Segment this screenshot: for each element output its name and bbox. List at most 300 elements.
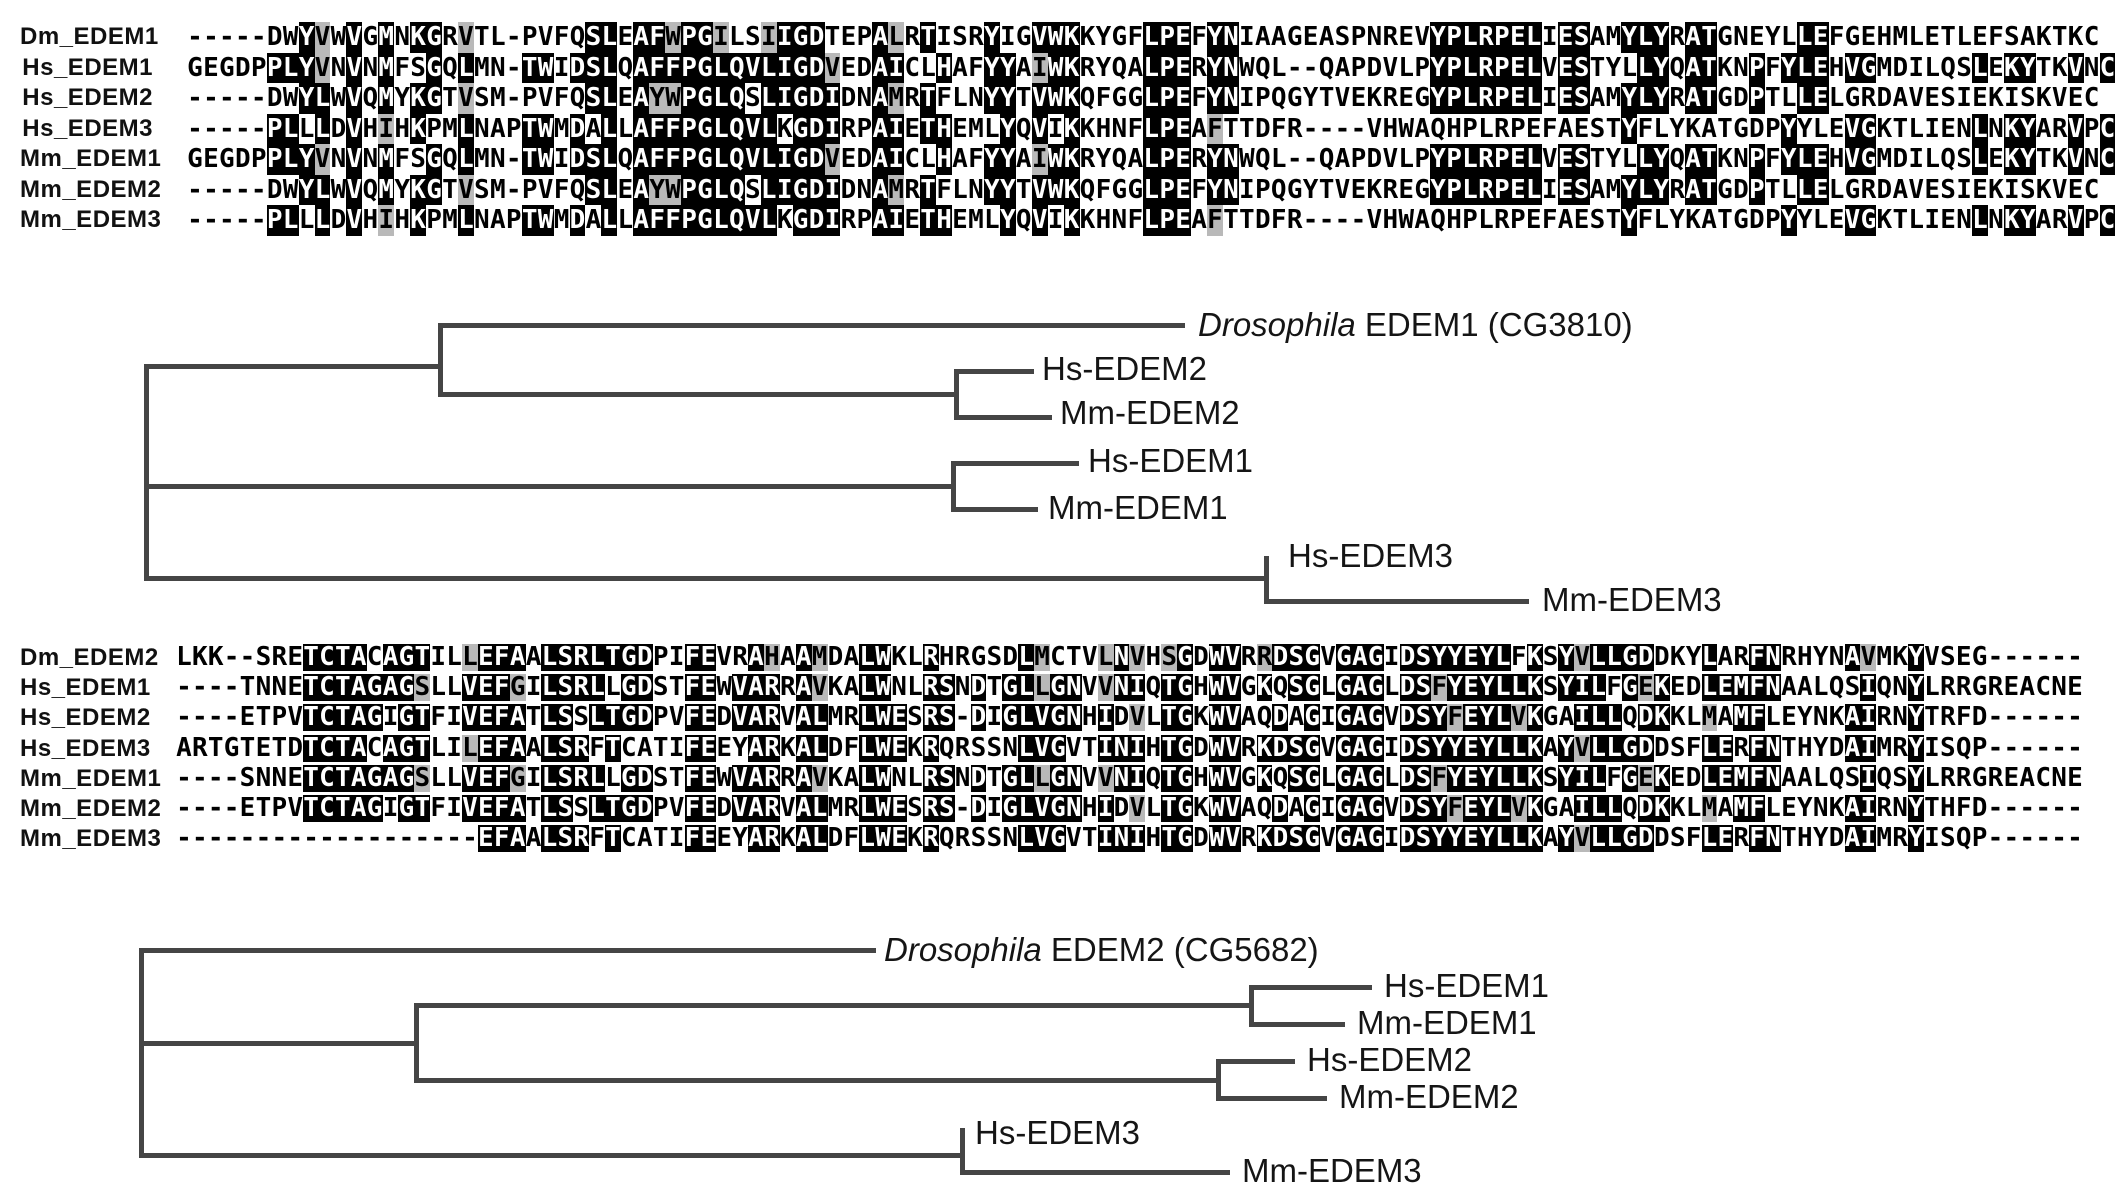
residue-cell: S	[1288, 762, 1305, 793]
residue-cell: -	[505, 52, 522, 83]
tree1-node-edem2	[954, 369, 959, 420]
residue-cell: E	[1638, 762, 1654, 793]
residue-cell: Y	[1431, 793, 1448, 823]
tree1-branch-hs-edem2	[956, 369, 1034, 374]
residue-cell: A	[633, 144, 650, 174]
residue-cell: G	[1414, 174, 1430, 205]
residue-cell: T	[1015, 174, 1032, 205]
residue-cell: Y	[1653, 52, 1670, 83]
residue-cell: E	[891, 702, 907, 733]
residue-cell: E	[1828, 205, 1845, 235]
residue-cell: E	[1812, 144, 1829, 174]
residue-cell: A	[1717, 793, 1734, 823]
residue-cell: Y	[1780, 113, 1797, 144]
residue-cell: E	[840, 144, 857, 174]
residue-cell: A	[1334, 52, 1351, 83]
residue-cell: A	[1589, 83, 1606, 113]
residue-cell: Y	[394, 174, 410, 205]
residue-cell: Y	[1621, 22, 1638, 52]
residue-cell: F	[968, 144, 984, 174]
residue-cell: I	[1574, 793, 1591, 823]
residue-cell: E	[1509, 174, 1526, 205]
residue-cell: -	[1987, 642, 2004, 672]
residue-cell: R	[1478, 83, 1494, 113]
residue-cell: T	[303, 702, 319, 733]
residue-cell: -	[382, 823, 399, 854]
residue-cell: A	[795, 732, 812, 763]
residue-cell: D	[1399, 793, 1416, 823]
residue-cell: Q	[1270, 174, 1287, 205]
residue-cell: L	[1780, 22, 1797, 52]
residue-cell: Q	[1145, 672, 1162, 703]
residue-cell: T	[1161, 732, 1177, 763]
residue-cell: N	[1956, 113, 1972, 144]
residue-cell: V	[462, 702, 478, 733]
residue-cell: K	[779, 823, 796, 854]
residue-cell: A	[382, 642, 399, 672]
residue-cell: Q	[569, 174, 586, 205]
residue-cell: T	[1065, 642, 1082, 672]
residue-cell: -	[2067, 732, 2083, 763]
residue-cell: H	[936, 144, 952, 174]
residue-cell: R	[922, 642, 939, 672]
residue-cell: T	[303, 642, 319, 672]
residue-cell: E	[1638, 672, 1654, 703]
residue-cell: H	[1145, 732, 1162, 763]
residue-cell: W	[875, 702, 891, 733]
residue-cell: T	[652, 732, 669, 763]
residue-cell: A	[748, 732, 764, 763]
residue-cell: D	[636, 642, 653, 672]
residue-cell: -	[335, 823, 351, 854]
residue-cell: L	[1796, 83, 1813, 113]
residue-cell: S	[1288, 672, 1305, 703]
residue-cell: G	[1286, 174, 1303, 205]
residue-cell: S	[1844, 762, 1861, 793]
residue-cell: D	[1272, 702, 1289, 733]
residue-cell: C	[2083, 83, 2100, 113]
residue-cell: R	[1987, 672, 2004, 703]
residue-cell: A	[382, 732, 399, 763]
residue-cell: V	[462, 672, 478, 703]
residue-cell: L	[1780, 174, 1797, 205]
residue-cell: L	[314, 83, 331, 113]
residue-cell: F	[968, 52, 984, 83]
tree2-node-edem2	[1216, 1059, 1221, 1101]
residue-cell: D	[569, 113, 586, 144]
residue-cell: E	[287, 762, 303, 793]
residue-cell: G	[1015, 22, 1032, 52]
residue-cell: L	[1525, 144, 1542, 174]
residue-cell: T	[521, 205, 538, 235]
residue-cell: A	[1288, 702, 1305, 733]
residue-cell: S	[938, 793, 955, 823]
residue-cell: -	[2019, 702, 2036, 733]
residue-cell: D	[266, 22, 283, 52]
residue-cell: V	[1844, 52, 1861, 83]
residue-cell: S	[1939, 732, 1956, 763]
residue-cell: F	[684, 732, 701, 763]
residue-cell: Y	[1796, 113, 1813, 144]
residue-cell: S	[1415, 672, 1432, 703]
residue-cell: S	[1573, 83, 1590, 113]
residue-cell: N	[954, 672, 971, 703]
tree2-branch-mm-edem2	[1218, 1096, 1327, 1101]
residue-cell: L	[811, 702, 828, 733]
residue-cell: Q	[1079, 174, 1096, 205]
residue-cell: G	[1367, 672, 1384, 703]
residue-cell: M	[378, 22, 395, 52]
residue-cell: -	[255, 823, 272, 854]
residue-cell: L	[1018, 823, 1034, 854]
residue-cell: L	[1606, 732, 1622, 763]
residue-cell: Y	[1908, 732, 1924, 763]
residue-cell: N	[1065, 793, 1082, 823]
residue-cell: Y	[649, 174, 665, 205]
residue-cell: E	[1988, 52, 2004, 83]
residue-cell: M	[1733, 793, 1750, 823]
residue-cell: E	[1717, 823, 1734, 854]
residue-cell: L	[1145, 793, 1162, 823]
residue-cell: P	[1749, 83, 1765, 113]
residue-cell: L	[1018, 762, 1034, 793]
residue-cell: D	[808, 174, 825, 205]
residue-cell: V	[1382, 52, 1399, 83]
residue-cell: W	[1047, 174, 1064, 205]
residue-cell: -	[192, 762, 208, 793]
residue-cell: N	[968, 83, 984, 113]
residue-cell: E	[287, 672, 303, 703]
residue-cell: A	[843, 672, 860, 703]
residue-cell: Q	[1828, 672, 1845, 703]
residue-cell: V	[1510, 793, 1527, 823]
residue-cell: N	[2083, 52, 2100, 83]
residue-cell: F	[1191, 174, 1207, 205]
residue-cell: W	[875, 793, 891, 823]
residue-cell: A	[585, 205, 602, 235]
residue-cell: K	[1653, 793, 1670, 823]
residue-cell: S	[986, 732, 1003, 763]
residue-cell: R	[1478, 22, 1494, 52]
residue-cell: V	[1224, 702, 1241, 733]
residue-cell: G	[1177, 672, 1193, 703]
residue-cell: I	[824, 83, 841, 113]
residue-cell: P	[652, 702, 669, 733]
residue-cell: G	[187, 52, 203, 83]
residue-cell: A	[872, 113, 889, 144]
residue-cell: -	[1302, 113, 1319, 144]
residue-cell: I	[1924, 205, 1940, 235]
residue-cell: E	[203, 144, 219, 174]
residue-cell: T	[1161, 702, 1177, 733]
residue-cell: N	[1223, 52, 1239, 83]
tree1-branch-dm-edem1	[440, 323, 1185, 328]
residue-cell: L	[1143, 144, 1160, 174]
residue-cell: L	[1796, 22, 1813, 52]
residue-cell: V	[1334, 174, 1351, 205]
residue-cell: F	[1637, 205, 1654, 235]
residue-cell: R	[764, 762, 780, 793]
residue-cell: A	[1240, 793, 1257, 823]
residue-cell: S	[970, 732, 987, 763]
residue-cell: M	[968, 205, 984, 235]
residue-cell: T	[652, 823, 669, 854]
residue-cell: Q	[1254, 52, 1271, 83]
residue-cell: E	[904, 113, 920, 144]
residue-cell: L	[1495, 702, 1511, 733]
residue-cell: S	[2004, 22, 2020, 52]
residue-cell: V	[716, 642, 733, 672]
residue-cell: I	[1574, 672, 1591, 703]
residue-cell: G	[792, 113, 809, 144]
residue-cell: F	[1541, 113, 1558, 144]
residue-cell: -	[239, 642, 256, 672]
residue-cell: M	[1733, 762, 1750, 793]
residue-cell: F	[553, 22, 570, 52]
residue-cell: N	[1111, 113, 1128, 144]
residue-cell: D	[1749, 205, 1765, 235]
residue-cell: N	[1765, 732, 1781, 763]
residue-cell: L	[1495, 762, 1511, 793]
residue-cell: T	[1239, 205, 1255, 235]
residue-cell: E	[2067, 672, 2083, 703]
sequence-row-label: Dm_EDEM2	[20, 644, 159, 671]
residue-cell: E	[1509, 144, 1526, 174]
sequence-row	[187, 22, 2100, 53]
residue-cell: M	[378, 83, 395, 113]
residue-cell: -	[2067, 642, 2083, 672]
residue-cell: D	[1971, 702, 1988, 733]
residue-cell: Y	[999, 174, 1016, 205]
residue-cell: N	[1065, 672, 1082, 703]
residue-cell: K	[1526, 672, 1543, 703]
residue-cell: P	[521, 174, 538, 205]
residue-cell: E	[1525, 205, 1542, 235]
residue-cell: A	[509, 823, 526, 854]
residue-cell: K	[410, 174, 426, 205]
residue-cell: G	[366, 702, 383, 733]
residue-cell: Y	[1207, 174, 1223, 205]
residue-cell: F	[1988, 22, 2004, 52]
residue-cell: L	[176, 642, 192, 672]
residue-cell: V	[458, 83, 474, 113]
residue-cell: G	[398, 642, 415, 672]
tree1-taxon-mm-edem1: Mm-EDEM1	[1048, 489, 1228, 526]
residue-cell: R	[1781, 642, 1797, 672]
residue-cell: L	[430, 732, 447, 763]
residue-cell: G	[1050, 702, 1066, 733]
residue-cell: L	[617, 205, 634, 235]
residue-cell: Y	[1558, 823, 1575, 854]
residue-cell: K	[1669, 793, 1686, 823]
residue-cell: H	[1081, 793, 1098, 823]
residue-cell: L	[1495, 823, 1511, 854]
residue-cell: A	[636, 823, 653, 854]
residue-cell: S	[557, 793, 574, 823]
residue-cell: R	[2051, 205, 2068, 235]
residue-cell: Y	[1669, 113, 1685, 144]
residue-cell: I	[1047, 113, 1064, 144]
residue-cell: I	[986, 702, 1003, 733]
residue-cell: N	[330, 52, 347, 83]
residue-cell: L	[907, 672, 923, 703]
residue-cell: G	[1367, 823, 1384, 854]
residue-cell: -	[1350, 205, 1367, 235]
residue-cell: F	[1749, 793, 1765, 823]
residue-cell: E	[700, 672, 717, 703]
residue-cell: E	[1509, 83, 1526, 113]
residue-cell: F	[1447, 793, 1464, 823]
residue-cell: E	[1463, 732, 1479, 763]
residue-cell: T	[920, 205, 936, 235]
residue-cell: L	[760, 52, 777, 83]
residue-cell: K	[827, 762, 844, 793]
residue-cell: T	[920, 113, 936, 144]
residue-cell: N	[1002, 823, 1019, 854]
residue-cell: S	[1288, 823, 1305, 854]
residue-cell: V	[1320, 642, 1336, 672]
residue-cell: D	[1971, 793, 1988, 823]
residue-cell: D	[1653, 823, 1670, 854]
residue-cell: F	[665, 144, 681, 174]
residue-cell: H	[1796, 732, 1813, 763]
residue-cell: Y	[1653, 83, 1670, 113]
residue-cell: P	[1159, 205, 1175, 235]
residue-cell: I	[999, 22, 1016, 52]
residue-cell: T	[920, 83, 936, 113]
residue-cell: I	[1097, 823, 1114, 854]
residue-cell: S	[239, 762, 256, 793]
residue-cell: S	[1573, 174, 1590, 205]
residue-cell: Y	[1780, 144, 1797, 174]
residue-cell: R	[968, 22, 984, 52]
residue-cell: V	[2067, 205, 2084, 235]
residue-cell: A	[1352, 732, 1368, 763]
residue-cell: L	[1097, 642, 1114, 672]
residue-cell: Y	[1780, 52, 1797, 83]
residue-cell: S	[1892, 762, 1908, 793]
residue-cell: S	[255, 642, 272, 672]
residue-cell: R	[1955, 762, 1972, 793]
residue-cell: A	[1844, 732, 1861, 763]
residue-cell: W	[1047, 83, 1064, 113]
residue-cell: A	[795, 702, 812, 733]
residue-cell: H	[764, 642, 780, 672]
residue-cell: F	[1270, 205, 1287, 235]
residue-cell: K	[1988, 174, 2004, 205]
residue-cell: I	[824, 174, 841, 205]
residue-cell: L	[1653, 113, 1670, 144]
residue-cell: P	[681, 52, 697, 83]
residue-cell: K	[1526, 732, 1543, 763]
residue-cell: I	[668, 642, 685, 672]
residue-cell: A	[1796, 672, 1813, 703]
residue-cell: A	[1796, 762, 1813, 793]
residue-cell: F	[430, 702, 447, 733]
residue-cell: V	[346, 83, 363, 113]
residue-cell: W	[537, 52, 554, 83]
residue-cell: D	[636, 672, 653, 703]
residue-cell: V	[1031, 174, 1048, 205]
residue-cell: F	[1685, 732, 1702, 763]
residue-cell: -	[1318, 205, 1335, 235]
residue-cell: R	[764, 732, 780, 763]
residue-cell: I	[936, 22, 952, 52]
residue-cell: A	[509, 793, 526, 823]
residue-cell: D	[636, 762, 653, 793]
residue-cell: T	[1701, 83, 1717, 113]
residue-cell: F	[493, 823, 510, 854]
residue-cell: C	[2083, 174, 2100, 205]
residue-cell: V	[314, 52, 331, 83]
residue-cell: P	[1494, 144, 1510, 174]
residue-cell: P	[1494, 52, 1510, 83]
residue-cell: W	[1239, 144, 1255, 174]
residue-cell: A	[748, 702, 764, 733]
residue-cell: G	[621, 702, 637, 733]
residue-cell: L	[282, 205, 299, 235]
residue-cell: V	[1034, 823, 1050, 854]
residue-cell: D	[1876, 174, 1893, 205]
residue-cell: G	[697, 52, 713, 83]
residue-cell: P	[1159, 113, 1175, 144]
residue-cell: S	[1542, 762, 1559, 793]
residue-cell: V	[1031, 83, 1048, 113]
residue-cell: Y	[1207, 83, 1223, 113]
residue-cell: E	[1972, 174, 1988, 205]
residue-cell: N	[1366, 22, 1383, 52]
residue-cell: Y	[1812, 823, 1829, 854]
residue-cell: R	[922, 702, 939, 733]
residue-cell: L	[859, 823, 876, 854]
residue-cell: L	[859, 762, 876, 793]
residue-cell: L	[1510, 672, 1527, 703]
residue-cell: H	[1145, 823, 1162, 854]
residue-cell: I	[776, 22, 793, 52]
residue-cell: T	[1924, 793, 1940, 823]
residue-cell: Y	[394, 83, 410, 113]
residue-cell: H	[1193, 672, 1209, 703]
residue-cell: G	[1336, 732, 1352, 763]
residue-cell: D	[827, 732, 844, 763]
residue-cell: F	[1447, 702, 1464, 733]
residue-cell: V	[462, 793, 478, 823]
residue-cell: A	[1414, 205, 1430, 235]
residue-cell: Q	[362, 174, 379, 205]
residue-cell: L	[298, 113, 315, 144]
residue-cell: S	[557, 672, 574, 703]
residue-cell: L	[1018, 672, 1034, 703]
residue-cell: E	[1669, 762, 1686, 793]
residue-cell: N	[330, 144, 347, 174]
residue-cell: G	[697, 205, 713, 235]
residue-cell: L	[1701, 823, 1718, 854]
residue-cell: T	[1589, 144, 1606, 174]
residue-cell: M	[1876, 823, 1893, 854]
residue-cell: S	[938, 672, 955, 703]
residue-cell: I	[1541, 83, 1558, 113]
residue-cell: A	[2019, 672, 2036, 703]
residue-cell: K	[1669, 702, 1686, 733]
residue-cell: V	[1031, 113, 1048, 144]
residue-cell: E	[1398, 174, 1415, 205]
residue-cell: C	[319, 762, 335, 793]
residue-cell: V	[811, 672, 828, 703]
residue-cell: E	[1924, 22, 1940, 52]
residue-cell: V	[1224, 672, 1241, 703]
residue-cell: I	[776, 144, 793, 174]
residue-cell: T	[303, 793, 319, 823]
